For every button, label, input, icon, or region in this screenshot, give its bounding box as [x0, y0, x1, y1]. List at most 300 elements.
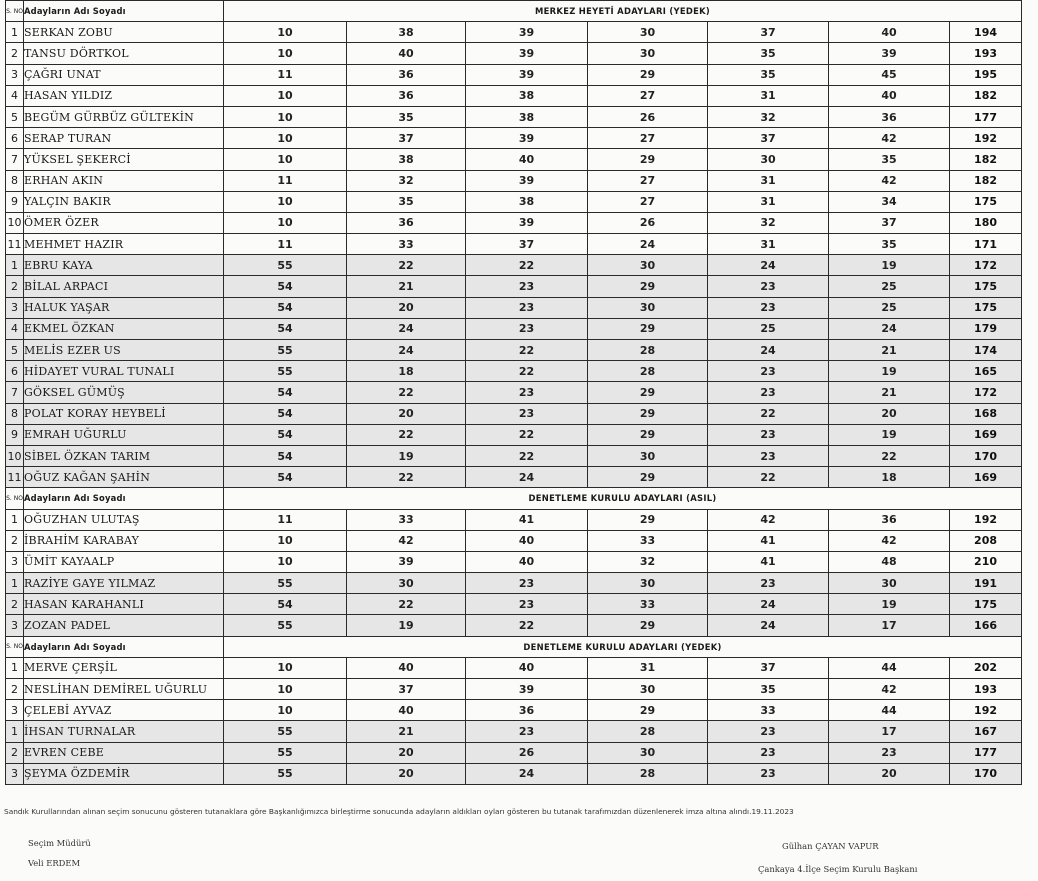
candidate-name: NESLİHAN DEMİREL UĞURLU — [24, 679, 224, 700]
vote-count: 54 — [224, 318, 347, 339]
vote-count: 32 — [347, 170, 466, 191]
vote-count: 24 — [466, 467, 588, 488]
candidate-name: HASAN YILDIZ — [24, 85, 224, 106]
candidate-name: İBRAHİM KARABAY — [24, 530, 224, 551]
candidate-name: BİLAL ARPACI — [24, 276, 224, 297]
vote-count: 37 — [466, 234, 588, 255]
row-number: 6 — [6, 128, 24, 149]
vote-count: 54 — [224, 382, 347, 403]
vote-count: 48 — [829, 551, 950, 572]
vote-count: 41 — [708, 530, 829, 551]
vote-count: 54 — [224, 424, 347, 445]
table-row — [6, 530, 1022, 551]
vote-count: 40 — [466, 551, 588, 572]
vote-count: 17 — [829, 615, 950, 636]
vote-total: 180 — [950, 212, 1022, 233]
row-number: 4 — [6, 85, 24, 106]
vote-count: 35 — [347, 191, 466, 212]
row-number: 2 — [6, 530, 24, 551]
vote-count: 42 — [708, 509, 829, 530]
vote-count: 21 — [347, 276, 466, 297]
vote-total: 175 — [950, 276, 1022, 297]
vote-count: 23 — [708, 445, 829, 466]
vote-count: 54 — [224, 467, 347, 488]
vote-count: 23 — [708, 276, 829, 297]
table-row — [6, 276, 1022, 297]
candidate-name: MELİS EZER US — [24, 340, 224, 361]
vote-count: 20 — [347, 763, 466, 784]
vote-count: 37 — [829, 212, 950, 233]
vote-count: 24 — [708, 255, 829, 276]
vote-count: 39 — [466, 64, 588, 85]
row-number: 11 — [6, 234, 24, 255]
vote-count: 37 — [708, 657, 829, 678]
candidate-name: EKMEL ÖZKAN — [24, 318, 224, 339]
table-row — [6, 700, 1022, 721]
row-number: 9 — [6, 424, 24, 445]
vote-count: 24 — [708, 615, 829, 636]
vote-count: 44 — [829, 657, 950, 678]
vote-count: 23 — [466, 382, 588, 403]
vote-count: 33 — [588, 594, 708, 615]
vote-count: 33 — [708, 700, 829, 721]
section-title: DENETLEME KURULU ADAYLARI (YEDEK) — [224, 636, 1022, 657]
vote-count: 38 — [347, 149, 466, 170]
vote-total: 192 — [950, 128, 1022, 149]
vote-count: 33 — [347, 234, 466, 255]
vote-count: 25 — [708, 318, 829, 339]
vote-count: 23 — [829, 742, 950, 763]
table-row — [6, 297, 1022, 318]
vote-count: 22 — [466, 361, 588, 382]
vote-count: 41 — [466, 509, 588, 530]
row-number: 2 — [6, 742, 24, 763]
vote-total: 193 — [950, 43, 1022, 64]
vote-count: 55 — [224, 340, 347, 361]
vote-count: 20 — [347, 403, 466, 424]
vote-count: 36 — [347, 85, 466, 106]
vote-count: 32 — [708, 212, 829, 233]
vote-count: 24 — [708, 340, 829, 361]
vote-count: 23 — [708, 573, 829, 594]
vote-count: 40 — [466, 657, 588, 678]
table-row — [6, 721, 1022, 742]
row-number: 1 — [6, 255, 24, 276]
election-results-table — [5, 0, 1022, 785]
vote-count: 40 — [347, 43, 466, 64]
table-row — [6, 679, 1022, 700]
vote-count: 11 — [224, 170, 347, 191]
candidate-name: HALUK YAŞAR — [24, 297, 224, 318]
table-row — [6, 763, 1022, 784]
vote-count: 39 — [466, 212, 588, 233]
vote-count: 28 — [588, 763, 708, 784]
vote-total: 192 — [950, 700, 1022, 721]
candidate-name: TANSU DÖRTKOL — [24, 43, 224, 64]
vote-count: 35 — [829, 149, 950, 170]
vote-count: 20 — [829, 403, 950, 424]
vote-count: 37 — [347, 679, 466, 700]
vote-total: 182 — [950, 85, 1022, 106]
vote-count: 35 — [347, 106, 466, 127]
vote-count: 27 — [588, 191, 708, 212]
vote-count: 40 — [829, 22, 950, 43]
row-number: 1 — [6, 22, 24, 43]
vote-count: 30 — [588, 679, 708, 700]
vote-count: 54 — [224, 403, 347, 424]
vote-count: 30 — [829, 573, 950, 594]
vote-total: 192 — [950, 509, 1022, 530]
vote-count: 23 — [466, 573, 588, 594]
vote-count: 21 — [829, 382, 950, 403]
row-number: 10 — [6, 445, 24, 466]
vote-count: 21 — [347, 721, 466, 742]
vote-count: 24 — [466, 763, 588, 784]
vote-count: 39 — [347, 551, 466, 572]
vote-total: 174 — [950, 340, 1022, 361]
row-number: 7 — [6, 382, 24, 403]
candidate-name: ÜMİT KAYAALP — [24, 551, 224, 572]
vote-count: 28 — [588, 721, 708, 742]
vote-count: 22 — [466, 615, 588, 636]
vote-total: 171 — [950, 234, 1022, 255]
footer-note: Sandık Kurullarından alınan seçim sonucunu gösteren tutanaklara göre Başkanlığımızca birleştirme sonucunda adayların aldıkları oyları gösteren bu tutanak tarafımızdan düzenlenerek imza altına alındı.19.11.2023 — [4, 807, 794, 816]
row-number: 2 — [6, 276, 24, 297]
vote-count: 30 — [588, 43, 708, 64]
vote-count: 23 — [466, 594, 588, 615]
row-number: 2 — [6, 43, 24, 64]
table-row — [6, 594, 1022, 615]
vote-count: 23 — [708, 721, 829, 742]
row-number: 4 — [6, 318, 24, 339]
vote-count: 35 — [708, 64, 829, 85]
vote-count: 23 — [466, 276, 588, 297]
candidate-name: ÇELEBİ AYVAZ — [24, 700, 224, 721]
table-row — [6, 64, 1022, 85]
candidate-name: EMRAH UĞURLU — [24, 424, 224, 445]
vote-count: 23 — [708, 424, 829, 445]
no-column-header: S. NO — [6, 1, 24, 22]
candidate-name: OĞUZHAN ULUTAŞ — [24, 509, 224, 530]
vote-total: 191 — [950, 573, 1022, 594]
vote-count: 24 — [829, 318, 950, 339]
vote-count: 42 — [829, 170, 950, 191]
vote-count: 23 — [708, 763, 829, 784]
candidate-name: MEHMET HAZIR — [24, 234, 224, 255]
vote-count: 31 — [708, 170, 829, 191]
vote-count: 19 — [347, 445, 466, 466]
vote-count: 55 — [224, 763, 347, 784]
vote-count: 29 — [588, 149, 708, 170]
vote-count: 36 — [466, 700, 588, 721]
candidate-name: SERAP TURAN — [24, 128, 224, 149]
section-header-row — [6, 488, 1022, 509]
vote-count: 22 — [347, 382, 466, 403]
vote-count: 10 — [224, 679, 347, 700]
vote-count: 22 — [347, 594, 466, 615]
vote-count: 37 — [708, 22, 829, 43]
row-number: 8 — [6, 170, 24, 191]
vote-count: 54 — [224, 445, 347, 466]
candidate-name: MERVE ÇERŞİL — [24, 657, 224, 678]
vote-count: 22 — [347, 467, 466, 488]
vote-count: 35 — [708, 43, 829, 64]
vote-count: 10 — [224, 191, 347, 212]
vote-total: 194 — [950, 22, 1022, 43]
vote-count: 20 — [347, 742, 466, 763]
vote-count: 10 — [224, 657, 347, 678]
vote-count: 24 — [708, 594, 829, 615]
vote-count: 22 — [829, 445, 950, 466]
vote-count: 42 — [829, 679, 950, 700]
vote-count: 30 — [588, 573, 708, 594]
section-title: MERKEZ HEYETİ ADAYLARI (YEDEK) — [224, 1, 1022, 22]
table-row — [6, 149, 1022, 170]
table-row — [6, 509, 1022, 530]
candidate-name: GÖKSEL GÜMÜŞ — [24, 382, 224, 403]
vote-count: 42 — [829, 530, 950, 551]
vote-count: 20 — [829, 763, 950, 784]
table-row — [6, 445, 1022, 466]
vote-count: 55 — [224, 721, 347, 742]
row-number: 9 — [6, 191, 24, 212]
vote-count: 10 — [224, 85, 347, 106]
vote-count: 35 — [708, 679, 829, 700]
candidate-name: İHSAN TURNALAR — [24, 721, 224, 742]
vote-total: 195 — [950, 64, 1022, 85]
vote-count: 11 — [224, 64, 347, 85]
vote-count: 45 — [829, 64, 950, 85]
vote-count: 34 — [829, 191, 950, 212]
vote-count: 23 — [466, 318, 588, 339]
vote-count: 10 — [224, 149, 347, 170]
table-row — [6, 382, 1022, 403]
vote-count: 29 — [588, 467, 708, 488]
vote-count: 30 — [588, 742, 708, 763]
vote-count: 39 — [466, 22, 588, 43]
vote-total: 175 — [950, 594, 1022, 615]
table-row — [6, 22, 1022, 43]
vote-total: 182 — [950, 149, 1022, 170]
vote-total: 172 — [950, 255, 1022, 276]
vote-total: 177 — [950, 742, 1022, 763]
vote-total: 170 — [950, 445, 1022, 466]
candidate-name: RAZİYE GAYE YILMAZ — [24, 573, 224, 594]
vote-count: 33 — [347, 509, 466, 530]
table-row — [6, 318, 1022, 339]
vote-count: 22 — [347, 424, 466, 445]
table-row — [6, 742, 1022, 763]
vote-count: 22 — [466, 424, 588, 445]
vote-count: 36 — [829, 509, 950, 530]
vote-total: 175 — [950, 297, 1022, 318]
vote-count: 29 — [588, 403, 708, 424]
table-row — [6, 424, 1022, 445]
row-number: 2 — [6, 594, 24, 615]
vote-count: 30 — [588, 297, 708, 318]
vote-count: 37 — [347, 128, 466, 149]
vote-count: 36 — [347, 212, 466, 233]
candidate-name: HASAN KARAHANLI — [24, 594, 224, 615]
vote-count: 10 — [224, 700, 347, 721]
candidate-name: ERHAN AKIN — [24, 170, 224, 191]
vote-count: 10 — [224, 128, 347, 149]
signature-right-name: Gülhan ÇAYAN VAPUR — [782, 841, 879, 851]
candidate-name: ŞEYMA ÖZDEMİR — [24, 763, 224, 784]
table-row — [6, 403, 1022, 424]
vote-count: 29 — [588, 276, 708, 297]
row-number: 2 — [6, 679, 24, 700]
candidate-name: ÖMER ÖZER — [24, 212, 224, 233]
vote-count: 44 — [829, 700, 950, 721]
vote-total: 179 — [950, 318, 1022, 339]
vote-count: 25 — [829, 276, 950, 297]
vote-count: 31 — [708, 85, 829, 106]
vote-total: 166 — [950, 615, 1022, 636]
candidate-name: EBRU KAYA — [24, 255, 224, 276]
vote-count: 23 — [708, 361, 829, 382]
vote-count: 37 — [708, 128, 829, 149]
vote-total: 170 — [950, 763, 1022, 784]
row-number: 1 — [6, 573, 24, 594]
vote-count: 17 — [829, 721, 950, 742]
row-number: 3 — [6, 763, 24, 784]
vote-total: 169 — [950, 424, 1022, 445]
section-title: DENETLEME KURULU ADAYLARI (ASIL) — [224, 488, 1022, 509]
table-row — [6, 255, 1022, 276]
no-column-header: S. NO — [6, 488, 24, 509]
table-row — [6, 573, 1022, 594]
candidate-name: ÇAĞRI UNAT — [24, 64, 224, 85]
vote-total: 165 — [950, 361, 1022, 382]
vote-count: 29 — [588, 318, 708, 339]
vote-count: 39 — [466, 43, 588, 64]
vote-count: 29 — [588, 615, 708, 636]
vote-count: 29 — [588, 424, 708, 445]
row-number: 11 — [6, 467, 24, 488]
vote-count: 21 — [829, 340, 950, 361]
vote-count: 29 — [588, 700, 708, 721]
candidate-name: ZOZAN PADEL — [24, 615, 224, 636]
vote-count: 38 — [466, 191, 588, 212]
candidate-name: OĞUZ KAĞAN ŞAHİN — [24, 467, 224, 488]
no-column-header: S. NO — [6, 636, 24, 657]
vote-count: 10 — [224, 530, 347, 551]
table-row — [6, 615, 1022, 636]
candidate-name: SİBEL ÖZKAN TARIM — [24, 445, 224, 466]
row-number: 8 — [6, 403, 24, 424]
row-number: 3 — [6, 700, 24, 721]
vote-count: 26 — [588, 212, 708, 233]
vote-count: 38 — [466, 85, 588, 106]
vote-total: 208 — [950, 530, 1022, 551]
vote-count: 55 — [224, 255, 347, 276]
vote-count: 33 — [588, 530, 708, 551]
signature-left-role: Seçim Müdürü — [28, 838, 91, 848]
vote-total: 177 — [950, 106, 1022, 127]
vote-count: 31 — [708, 191, 829, 212]
vote-count: 54 — [224, 594, 347, 615]
vote-count: 42 — [829, 128, 950, 149]
candidate-name: YALÇIN BAKIR — [24, 191, 224, 212]
vote-count: 19 — [829, 255, 950, 276]
table-row — [6, 212, 1022, 233]
table-row — [6, 657, 1022, 678]
vote-count: 19 — [829, 361, 950, 382]
vote-count: 39 — [466, 679, 588, 700]
vote-count: 30 — [588, 255, 708, 276]
candidate-name: HİDAYET VURAL TUNALI — [24, 361, 224, 382]
vote-count: 40 — [347, 657, 466, 678]
row-number: 10 — [6, 212, 24, 233]
vote-count: 25 — [829, 297, 950, 318]
row-number: 1 — [6, 509, 24, 530]
vote-count: 28 — [588, 361, 708, 382]
name-column-header: Adayların Adı Soyadı — [24, 636, 224, 657]
vote-count: 26 — [588, 106, 708, 127]
vote-count: 29 — [588, 509, 708, 530]
vote-count: 55 — [224, 615, 347, 636]
vote-count: 31 — [588, 657, 708, 678]
vote-count: 18 — [829, 467, 950, 488]
vote-count: 29 — [588, 382, 708, 403]
vote-count: 22 — [466, 255, 588, 276]
row-number: 6 — [6, 361, 24, 382]
section-header-row — [6, 636, 1022, 657]
vote-count: 38 — [466, 106, 588, 127]
vote-count: 10 — [224, 106, 347, 127]
vote-count: 23 — [708, 382, 829, 403]
vote-count: 10 — [224, 22, 347, 43]
candidate-name: YÜKSEL ŞEKERCİ — [24, 149, 224, 170]
vote-count: 42 — [347, 530, 466, 551]
vote-total: 193 — [950, 679, 1022, 700]
vote-count: 39 — [466, 128, 588, 149]
vote-count: 54 — [224, 297, 347, 318]
table-row — [6, 234, 1022, 255]
row-number: 5 — [6, 106, 24, 127]
table-row — [6, 43, 1022, 64]
vote-count: 30 — [588, 22, 708, 43]
row-number: 1 — [6, 721, 24, 742]
vote-count: 27 — [588, 170, 708, 191]
section-header-row — [6, 1, 1022, 22]
table-row — [6, 340, 1022, 361]
row-number: 3 — [6, 615, 24, 636]
vote-count: 24 — [347, 340, 466, 361]
name-column-header: Adayların Adı Soyadı — [24, 1, 224, 22]
vote-count: 24 — [588, 234, 708, 255]
vote-count: 40 — [466, 149, 588, 170]
vote-count: 27 — [588, 128, 708, 149]
table-row — [6, 361, 1022, 382]
candidate-name: EVREN CEBE — [24, 742, 224, 763]
vote-count: 40 — [347, 700, 466, 721]
vote-total: 175 — [950, 191, 1022, 212]
vote-count: 29 — [588, 64, 708, 85]
vote-count: 23 — [466, 297, 588, 318]
vote-count: 55 — [224, 742, 347, 763]
vote-count: 18 — [347, 361, 466, 382]
vote-total: 202 — [950, 657, 1022, 678]
table-row — [6, 467, 1022, 488]
vote-count: 23 — [708, 297, 829, 318]
vote-total: 210 — [950, 551, 1022, 572]
vote-count: 23 — [466, 403, 588, 424]
vote-count: 22 — [708, 467, 829, 488]
name-column-header: Adayların Adı Soyadı — [24, 488, 224, 509]
vote-count: 55 — [224, 573, 347, 594]
